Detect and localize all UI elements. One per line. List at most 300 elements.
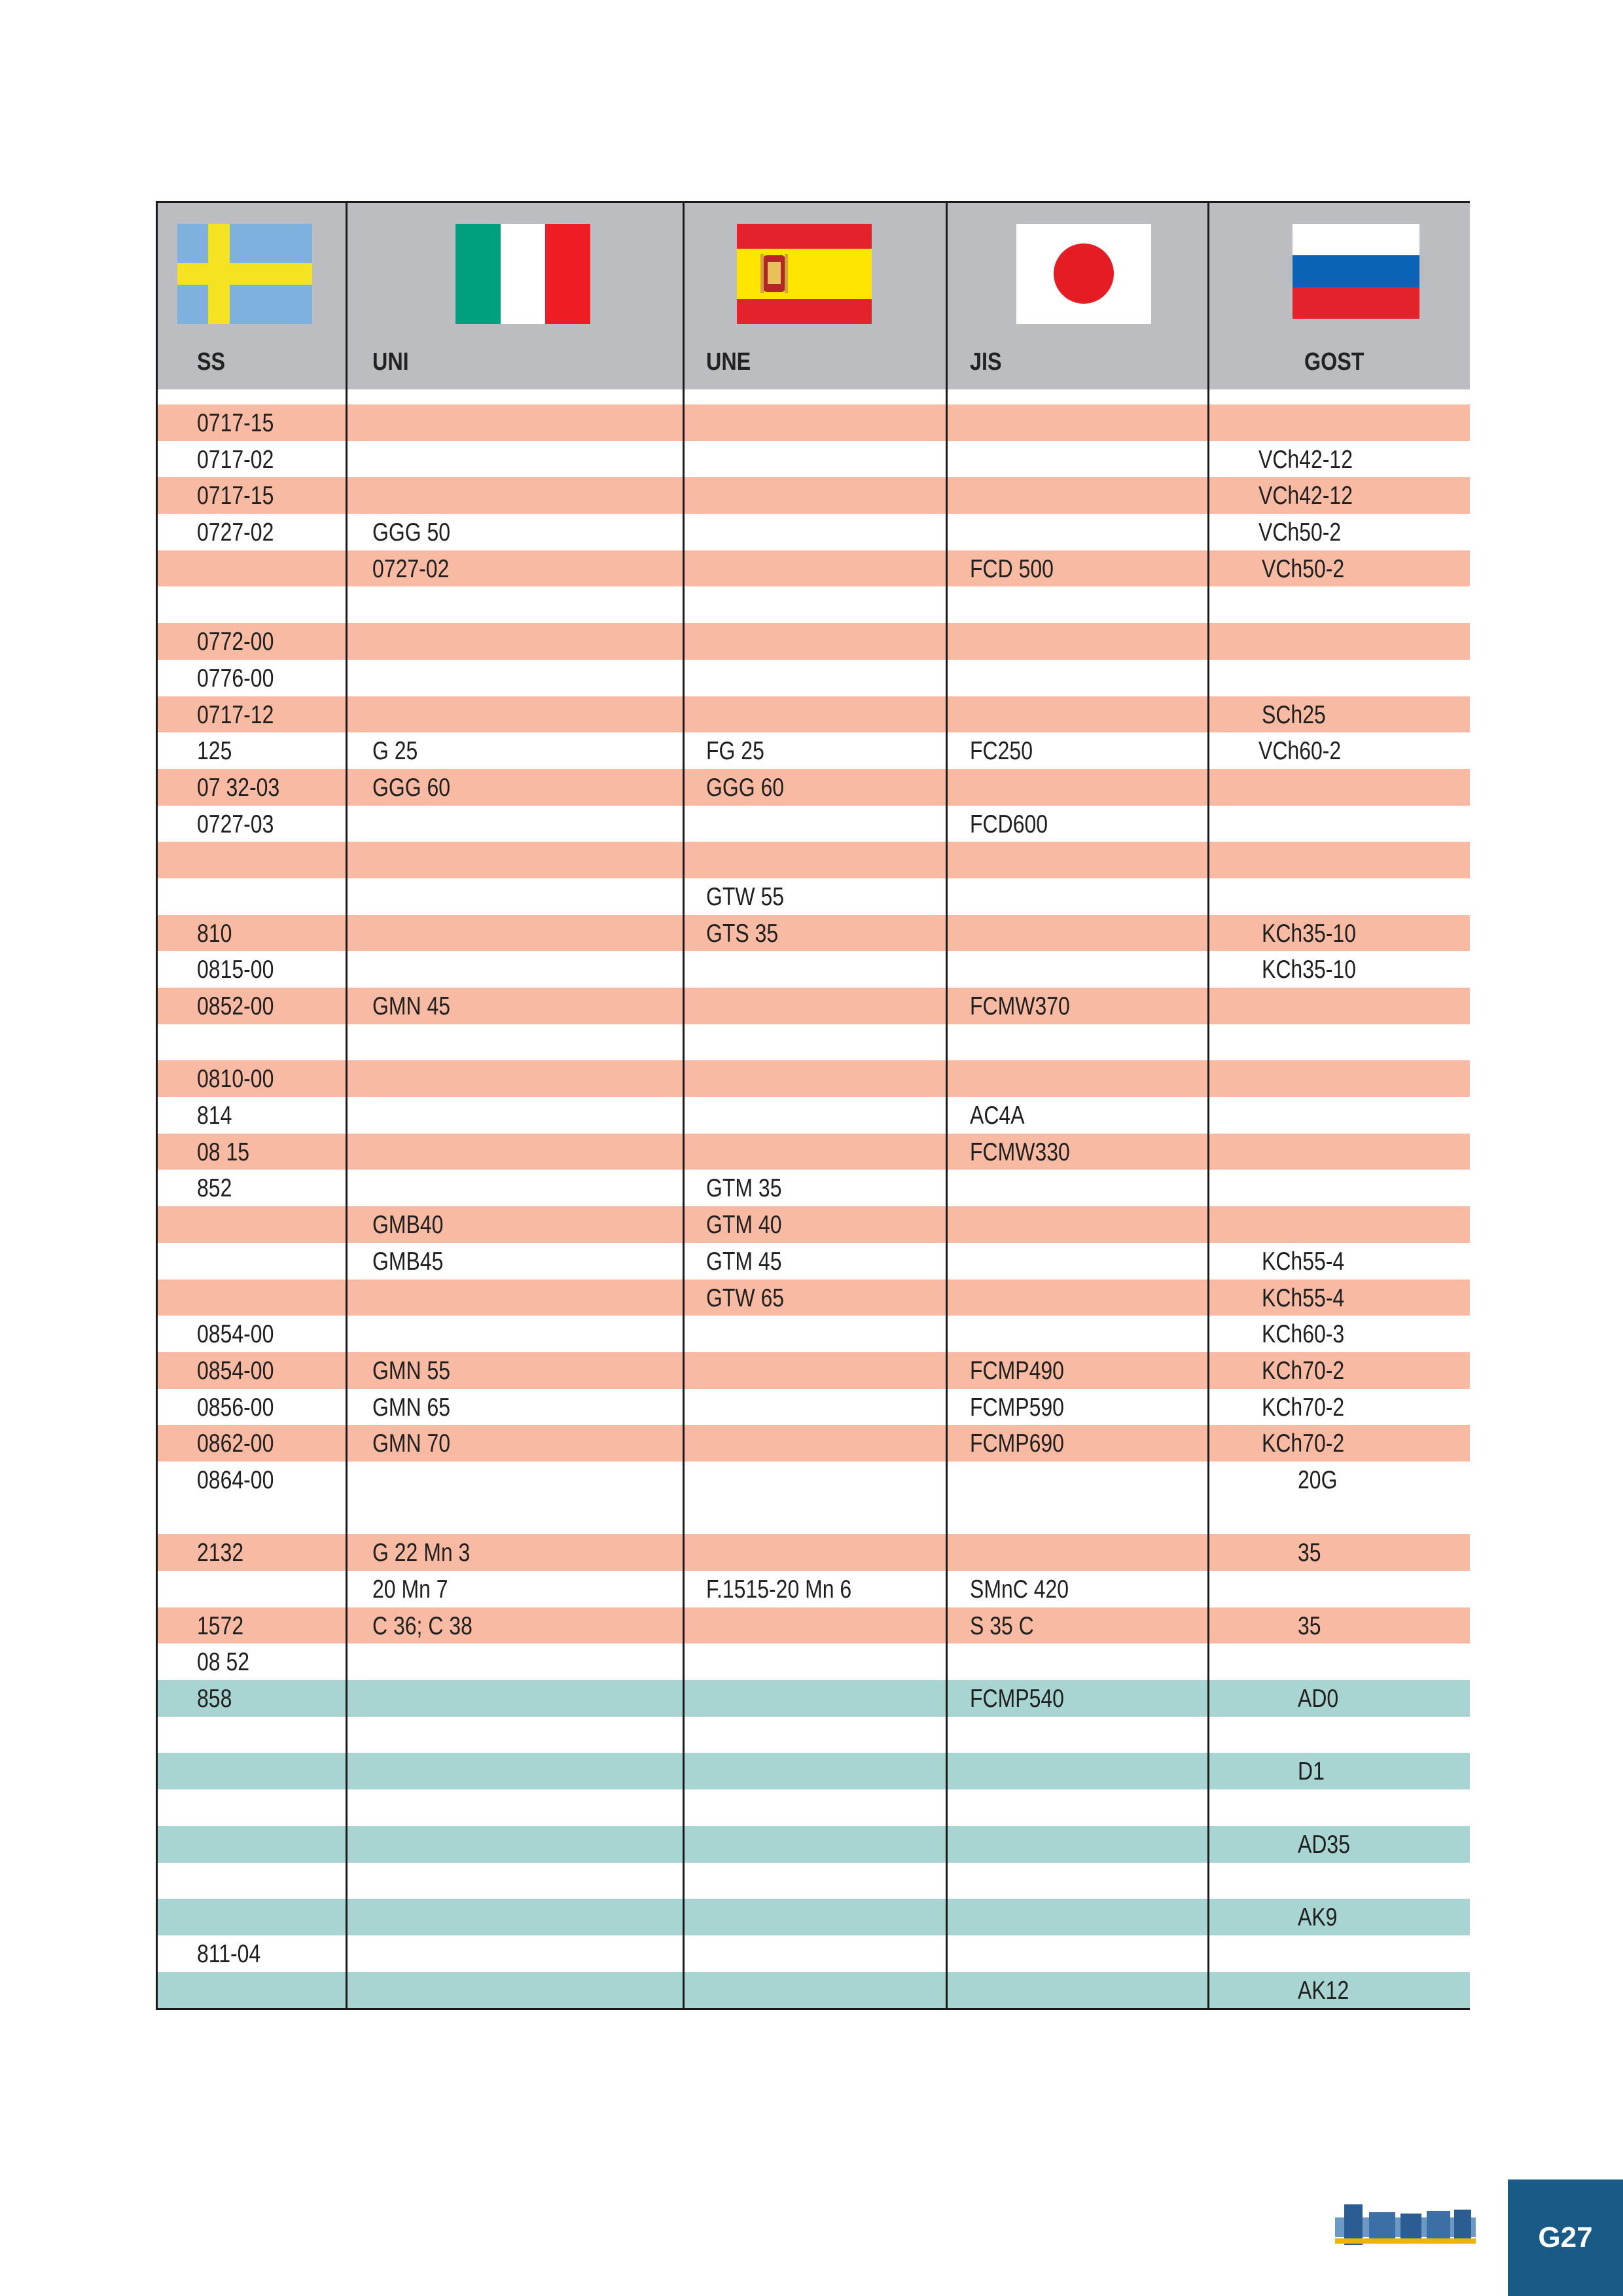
cell-text: 35 [1298,1539,1321,1568]
header-une [683,203,946,389]
table-cell-ss [156,477,346,514]
table-row [156,1206,1470,1243]
header-label-uni: UNI [372,348,409,376]
table-cell-ss [156,988,346,1024]
table-cell-gost [1207,769,1470,806]
table-cell-gost [1207,1060,1470,1097]
table-cell-une [683,1243,946,1280]
table-row [156,1097,1470,1134]
table-cell-ss [156,1316,346,1352]
cell-text: VCh50-2 [1262,554,1345,583]
table-cell-uni [346,1643,683,1680]
table-cell-ss [156,1643,346,1680]
cell-text: VCh60-2 [1258,737,1342,766]
cell-text: FCMP490 [970,1356,1064,1385]
cell-text: KCh70-2 [1262,1393,1345,1422]
cell-text: GGG 50 [372,518,451,547]
table-row [156,1170,1470,1206]
table-cell-ss [156,1206,346,1243]
table-cell-une [683,1863,946,1899]
table-cell-uni [346,1753,683,1789]
table-cell-uni [346,769,683,806]
table-cell-jis [946,660,1207,696]
table-cell-ss [156,404,346,441]
japan-flag-icon [1016,224,1151,324]
table-cell-uni [346,1060,683,1097]
table-cell-uni [346,1899,683,1935]
table-cell-jis [946,1316,1207,1352]
table-cell-jis [946,623,1207,660]
table-cell-gost [1207,404,1470,441]
table-cell-ss [156,1498,346,1535]
table-row [156,1972,1470,2009]
table-cell-uni [346,404,683,441]
table-cell-ss [156,550,346,587]
table-row [156,732,1470,769]
table-row [156,842,1470,878]
table-cell-ss [156,1097,346,1134]
table-cell-jis [946,769,1207,806]
cell-text: FCMW330 [970,1138,1070,1166]
table-cell-gost [1207,1826,1470,1863]
table-cell-une [683,1462,946,1498]
table-cell-gost [1207,660,1470,696]
table-cell-ss [156,1352,346,1389]
table-cell-ss [156,1060,346,1097]
table-row [156,1571,1470,1607]
table-cell-gost [1207,1789,1470,1826]
header-label-gost: GOST [1304,348,1364,376]
table-cell-gost [1207,1024,1470,1061]
cell-text: 0854-00 [197,1320,274,1349]
table-cell-jis [946,1352,1207,1389]
table-cell-ss [156,441,346,478]
table-row [156,878,1470,915]
table-cell-uni [346,1498,683,1535]
table-cell-une [683,1571,946,1607]
cell-text: 0815-00 [197,956,274,984]
table-cell-gost [1207,1097,1470,1134]
header-gost [1207,203,1470,389]
cell-text: 20G [1298,1465,1338,1494]
table-cell-une [683,623,946,660]
header-label-ss: SS [197,348,226,376]
table-row [156,1826,1470,1863]
cell-text: VCh42-12 [1258,445,1353,474]
table-cell-une [683,477,946,514]
cell-text: 0727-02 [197,518,274,547]
table-cell-uni [346,1789,683,1826]
cell-text: 0776-00 [197,664,274,692]
table-cell-uni [346,623,683,660]
cell-text: FCD600 [970,810,1048,838]
table-cell-ss [156,1899,346,1935]
cell-text: KCh55-4 [1262,1247,1345,1276]
cell-text: 2132 [197,1539,244,1568]
table-cell-ss [156,1134,346,1170]
table-cell-gost [1207,1863,1470,1899]
table-cell-gost [1207,586,1470,623]
page-number: G27 [1508,2179,1623,2296]
table-cell-ss [156,806,346,842]
table-cell-uni [346,1024,683,1061]
table-row [156,1243,1470,1280]
cell-text: 0717-15 [197,482,274,511]
table-cell-jis [946,732,1207,769]
table-cell-jis [946,477,1207,514]
table-row [156,806,1470,842]
table-cell-jis [946,1863,1207,1899]
table-cell-jis [946,696,1207,733]
table-cell-une [683,441,946,478]
table-cell-une [683,1972,946,2009]
steel-grades-table [156,201,1470,2010]
cell-text: GTW 65 [706,1283,785,1312]
table-cell-jis [946,878,1207,915]
table-cell-uni [346,1206,683,1243]
cell-text: FCMP590 [970,1393,1064,1422]
table-cell-uni [346,660,683,696]
table-cell-ss [156,1972,346,2009]
table-cell-une [683,1206,946,1243]
table-row [156,1316,1470,1352]
table-cell-ss [156,1462,346,1498]
table-row [156,1425,1470,1462]
table-cell-une [683,1316,946,1352]
table-cell-gost [1207,951,1470,988]
table-cell-une [683,586,946,623]
table-cell-jis [946,514,1207,550]
table-cell-jis [946,1060,1207,1097]
table-row [156,1024,1470,1061]
table-cell-jis [946,1170,1207,1206]
russia-flag-icon [1293,224,1419,319]
table-cell-gost [1207,1534,1470,1571]
table-row [156,441,1470,478]
cell-text: KCh35-10 [1262,919,1357,948]
table-cell-gost [1207,1462,1470,1498]
cell-text: G 25 [372,737,418,766]
cell-text: GTM 45 [706,1247,782,1276]
table-row [156,1389,1470,1426]
table-cell-une [683,696,946,733]
table-cell-uni [346,806,683,842]
table-cell-jis [946,1571,1207,1607]
table-row [156,1753,1470,1789]
table-cell-uni [346,1534,683,1571]
table-cell-uni [346,514,683,550]
table-row [156,550,1470,587]
table-row [156,623,1470,660]
table-cell-une [683,1134,946,1170]
table-cell-jis [946,1899,1207,1935]
table-cell-gost [1207,1972,1470,2009]
table-cell-jis [946,806,1207,842]
table-cell-ss [156,696,346,733]
cell-text: GTW 55 [706,882,785,911]
cell-text: GTS 35 [706,919,779,948]
table-cell-ss [156,1280,346,1316]
table-cell-jis [946,1753,1207,1789]
table-row [156,1534,1470,1571]
table-cell-gost [1207,1607,1470,1644]
table-cell-jis [946,1607,1207,1644]
cell-text: 0772-00 [197,628,274,656]
table-cell-une [683,732,946,769]
table-cell-gost [1207,1389,1470,1426]
table-cell-une [683,550,946,587]
table-cell-ss [156,514,346,550]
table-cell-gost [1207,915,1470,952]
cell-text: 1572 [197,1611,244,1640]
table-cell-uni [346,988,683,1024]
table-header [156,203,1470,389]
cell-text: FCMP690 [970,1429,1064,1458]
cell-text: FCD 500 [970,554,1054,583]
table-cell-uni [346,1134,683,1170]
table-cell-uni [346,586,683,623]
cell-text: 20 Mn 7 [372,1575,448,1604]
table-row [156,988,1470,1024]
cell-text: AK9 [1298,1903,1338,1932]
table-cell-gost [1207,1243,1470,1280]
table-cell-ss [156,1243,346,1280]
table-cell-gost [1207,842,1470,878]
table-cell-ss [156,1534,346,1571]
table-cell-jis [946,1425,1207,1462]
cell-text: 0856-00 [197,1393,274,1422]
table-row [156,1899,1470,1935]
table-cell-ss [156,1753,346,1789]
cell-text: VCh42-12 [1258,482,1353,511]
table-cell-ss [156,878,346,915]
table-cell-gost [1207,988,1470,1024]
table-body [156,404,1470,2008]
table-cell-uni [346,1352,683,1389]
table-cell-jis [946,842,1207,878]
table-cell-une [683,1389,946,1426]
cell-text: 35 [1298,1611,1321,1640]
table-row [156,915,1470,952]
table-cell-une [683,1170,946,1206]
header-label-jis: JIS [970,348,1002,376]
table-row [156,1935,1470,1972]
cell-text: 07 32-03 [197,773,280,802]
table-row [156,1352,1470,1389]
table-cell-gost [1207,1571,1470,1607]
table-cell-une [683,1680,946,1717]
header-gap [156,389,1470,404]
table-cell-ss [156,769,346,806]
cell-text: AK12 [1298,1976,1349,2005]
table-cell-uni [346,1717,683,1753]
table-cell-une [683,1826,946,1863]
table-cell-uni [346,951,683,988]
table-cell-jis [946,1389,1207,1426]
table-cell-gost [1207,1753,1470,1789]
cell-text: KCh35-10 [1262,956,1357,984]
table-cell-ss [156,1680,346,1717]
table-cell-une [683,988,946,1024]
table-row [156,1643,1470,1680]
table-cell-jis [946,951,1207,988]
table-cell-une [683,660,946,696]
cell-text: 858 [197,1685,232,1713]
table-cell-gost [1207,1498,1470,1535]
cell-text: 125 [197,737,232,766]
table-cell-gost [1207,1170,1470,1206]
table-row [156,769,1470,806]
sweden-flag-icon [177,224,312,324]
table-cell-uni [346,1826,683,1863]
italy-flag-icon [455,224,590,324]
table-cell-jis [946,1097,1207,1134]
table-cell-jis [946,1935,1207,1972]
table-cell-jis [946,1024,1207,1061]
header-ss [156,203,346,389]
table-cell-ss [156,660,346,696]
cell-text: G 22 Mn 3 [372,1539,471,1568]
table-cell-ss [156,951,346,988]
table-cell-jis [946,1789,1207,1826]
cell-text: 08 52 [197,1648,250,1677]
cell-text: 08 15 [197,1138,250,1166]
cell-text: GGG 60 [706,773,785,802]
table-cell-une [683,1717,946,1753]
cell-text: 0862-00 [197,1429,274,1458]
table-cell-gost [1207,732,1470,769]
table-cell-ss [156,1607,346,1644]
table-cell-jis [946,1243,1207,1280]
table-cell-une [683,1280,946,1316]
cell-text: KCh55-4 [1262,1283,1345,1312]
table-cell-uni [346,1170,683,1206]
table-cell-jis [946,1280,1207,1316]
cell-text: GGG 60 [372,773,451,802]
cell-text: KCh60-3 [1262,1320,1345,1349]
table-cell-une [683,1425,946,1462]
table-cell-ss [156,1717,346,1753]
table-cell-jis [946,441,1207,478]
table-cell-gost [1207,1680,1470,1717]
table-cell-uni [346,1389,683,1426]
table-cell-ss [156,1389,346,1426]
table-cell-uni [346,1097,683,1134]
table-cell-jis [946,988,1207,1024]
table-cell-une [683,1643,946,1680]
table-cell-une [683,1753,946,1789]
table-cell-jis [946,550,1207,587]
table-cell-uni [346,1972,683,2009]
table-cell-jis [946,404,1207,441]
table-cell-une [683,915,946,952]
table-cell-jis [946,1498,1207,1535]
cell-text: GMN 65 [372,1393,451,1422]
table-cell-une [683,404,946,441]
table-cell-uni [346,441,683,478]
table-cell-ss [156,732,346,769]
table-cell-une [683,1935,946,1972]
cell-text: FCMW370 [970,992,1070,1020]
table-row [156,1789,1470,1826]
table-cell-uni [346,1863,683,1899]
table-cell-uni [346,915,683,952]
table-row [156,696,1470,733]
cell-text: 0727-03 [197,810,274,838]
spain-flag-icon [737,224,872,324]
table-row [156,1863,1470,1899]
table-cell-gost [1207,1134,1470,1170]
table-cell-une [683,514,946,550]
table-cell-ss [156,1170,346,1206]
header-label-une: UNE [706,348,751,376]
cell-text: GTM 35 [706,1174,782,1203]
table-cell-gost [1207,477,1470,514]
table-cell-gost [1207,696,1470,733]
cell-text: FC250 [970,737,1033,766]
cell-text: 0810-00 [197,1065,274,1094]
table-cell-gost [1207,1316,1470,1352]
table-cell-ss [156,1571,346,1607]
cell-text: GMB40 [372,1211,444,1240]
table-cell-uni [346,1243,683,1280]
table-cell-ss [156,1863,346,1899]
table-cell-gost [1207,623,1470,660]
header-uni [346,203,683,389]
table-row [156,404,1470,441]
table-cell-uni [346,1462,683,1498]
table-cell-uni [346,477,683,514]
table-cell-ss [156,586,346,623]
table-cell-ss [156,1024,346,1061]
cell-text: 0864-00 [197,1465,274,1494]
table-cell-uni [346,878,683,915]
cell-text: GMN 70 [372,1429,451,1458]
table-cell-ss [156,1789,346,1826]
table-cell-gost [1207,441,1470,478]
table-cell-une [683,806,946,842]
cell-text: AC4A [970,1102,1025,1130]
table-cell-gost [1207,1643,1470,1680]
cell-text: 0717-12 [197,700,274,729]
table-cell-jis [946,1826,1207,1863]
cell-text: VCh50-2 [1258,518,1342,547]
cell-text: 0727-02 [372,554,450,583]
table-cell-jis [946,1643,1207,1680]
table-row [156,514,1470,550]
header-jis [946,203,1207,389]
cell-text: C 36; C 38 [372,1611,473,1640]
table-cell-gost [1207,878,1470,915]
table-cell-une [683,769,946,806]
table-cell-une [683,1097,946,1134]
table-cell-jis [946,1534,1207,1571]
table-cell-gost [1207,1899,1470,1935]
company-logo-icon [1335,2198,1476,2258]
table-cell-gost [1207,514,1470,550]
table-cell-uni [346,1316,683,1352]
table-cell-une [683,1534,946,1571]
table-cell-uni [346,550,683,587]
table-cell-une [683,1899,946,1935]
table-cell-une [683,1498,946,1535]
table-cell-gost [1207,1935,1470,1972]
table-cell-gost [1207,1425,1470,1462]
table-cell-uni [346,842,683,878]
table-row [156,477,1470,514]
table-cell-gost [1207,1717,1470,1753]
table-row [156,586,1470,623]
